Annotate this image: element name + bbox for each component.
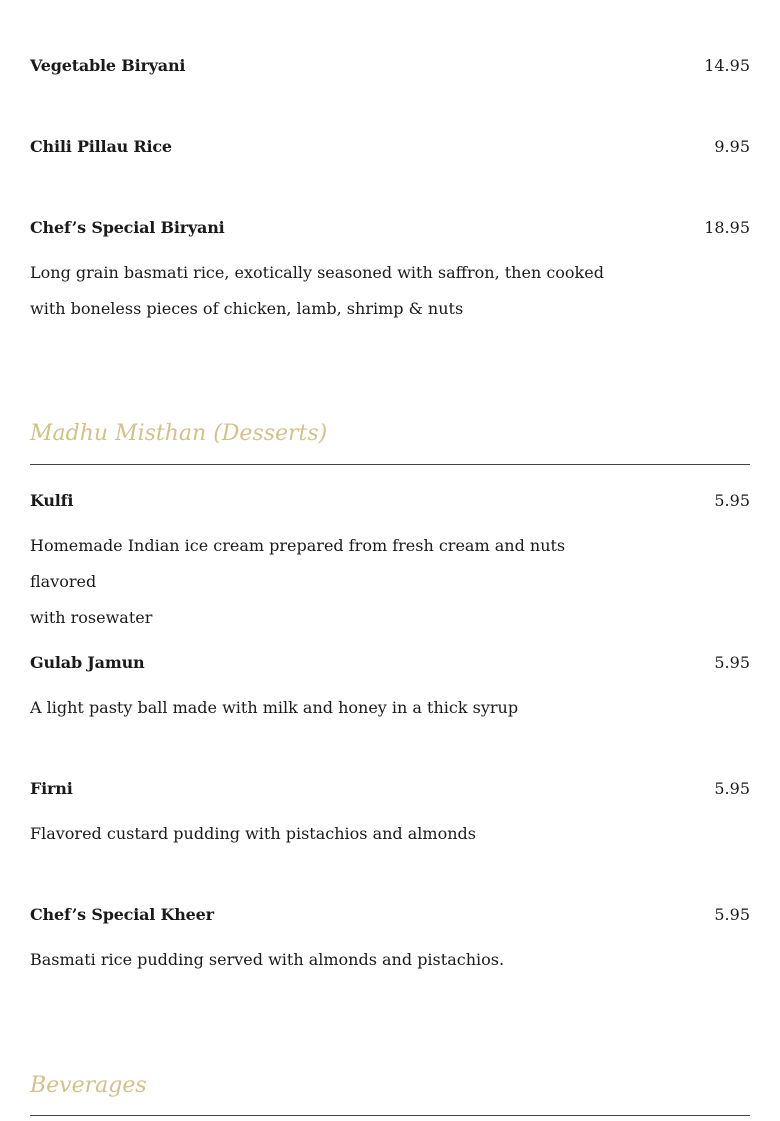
description-line: with rosewater — [30, 608, 153, 627]
item-description — [30, 528, 630, 636]
item-name: Chef’s Special Kheer — [30, 905, 214, 924]
item-price: 5.95 — [714, 905, 750, 924]
description-line: Long grain basmati rice, exotically seasoned with saffron, then cooked — [30, 263, 604, 282]
description-line: Homemade Indian ice cream prepared from fresh cream and nuts flavored — [30, 536, 566, 591]
section-divider — [30, 1115, 750, 1116]
item-name: Chef’s Special Biryani — [30, 218, 225, 237]
item-description — [30, 690, 630, 726]
item-price: 14.95 — [704, 56, 750, 75]
item-price: 5.95 — [714, 491, 750, 510]
item-description — [30, 942, 630, 978]
item-price: 9.95 — [714, 137, 750, 156]
description-line: with boneless pieces of chicken, lamb, shrimp & nuts — [30, 299, 464, 318]
item-price: 5.95 — [714, 653, 750, 672]
item-description — [30, 816, 630, 852]
item-name: Chili Pillau Rice — [30, 137, 172, 156]
item-name: Vegetable Biryani — [30, 56, 186, 75]
menu-item-chefs-special-kheer — [30, 905, 750, 924]
section-title-desserts: Madhu Misthan (Desserts) — [30, 421, 328, 446]
description-line: Basmati rice pudding served with almonds and pistachios. — [30, 950, 505, 969]
item-price: 18.95 — [704, 218, 750, 237]
description-line: Flavored custard pudding with pistachios and almonds — [30, 824, 476, 843]
item-name: Kulfi — [30, 491, 74, 510]
item-name: Firni — [30, 779, 73, 798]
menu-item-gulab-jamun — [30, 653, 750, 672]
menu-item-chili-pillau-rice — [30, 137, 750, 156]
section-divider — [30, 464, 750, 465]
item-price: 5.95 — [714, 779, 750, 798]
menu-item-firni — [30, 779, 750, 798]
description-line: A light pasty ball made with milk and honey in a thick syrup — [30, 698, 519, 717]
item-description — [30, 255, 630, 327]
item-name: Gulab Jamun — [30, 653, 145, 672]
menu-item-chefs-special-biryani — [30, 218, 750, 237]
menu-item-kulfi — [30, 491, 750, 510]
section-title-beverages: Beverages — [30, 1073, 147, 1098]
menu-item-vegetable-biryani — [30, 56, 750, 75]
